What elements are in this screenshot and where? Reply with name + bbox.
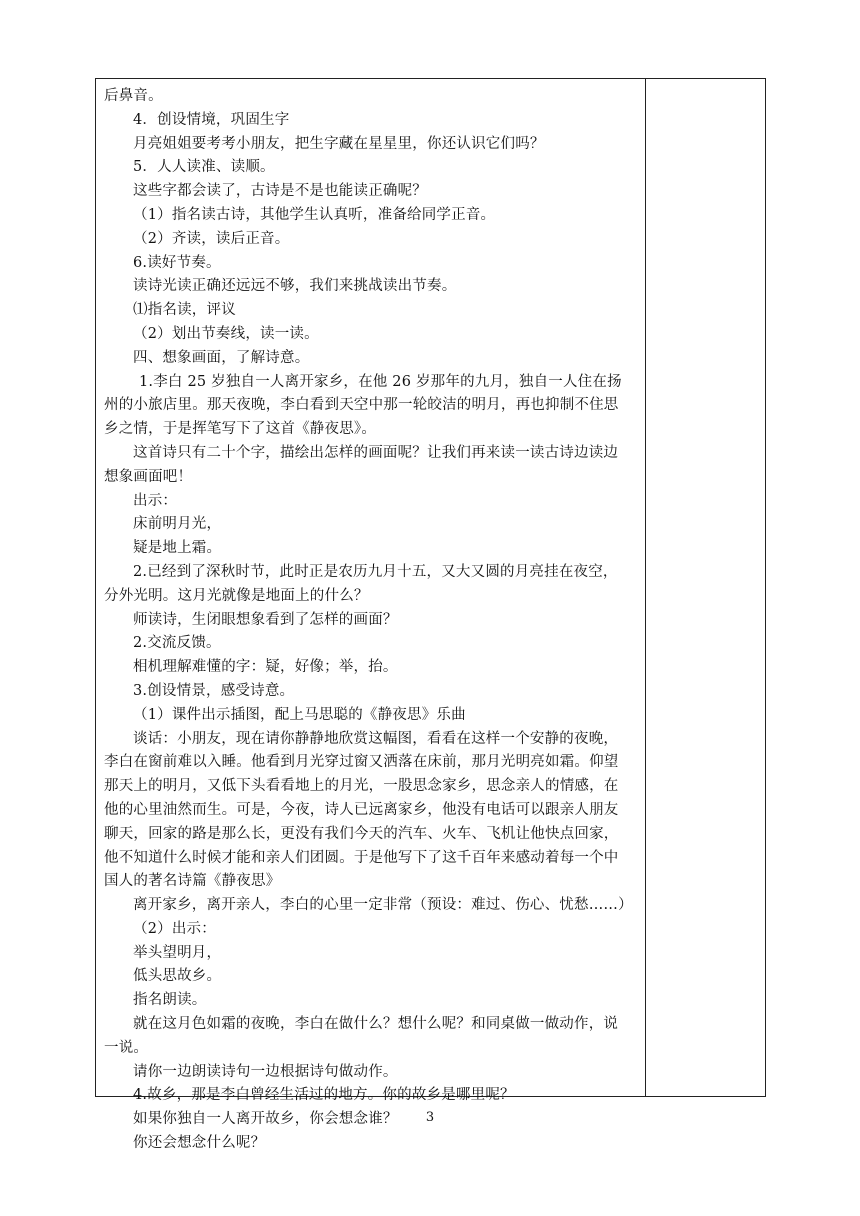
text-line: 分外光明。这月光就像是地面上的什么？ (104, 587, 369, 604)
text-line: 3.创设情景，感受诗意。 (133, 682, 295, 699)
text-line: 2.交流反馈。 (133, 635, 221, 652)
text-line: 这首诗只有二十个字，描绘出怎样的画面呢？让我们再来读一读古诗边读边 (133, 444, 619, 461)
text-line: 州的小旅店里。那天夜晚，李白看到天空中那一轮皎洁的明月，再也抑制不住思 (104, 397, 619, 414)
text-line: 读诗光读正确还远远不够，我们来挑战读出节奏。 (133, 278, 457, 295)
lesson-table (95, 78, 766, 1152)
text-line: 指名朗读。 (133, 992, 207, 1009)
text-line: 那天上的明月，又低下头看看地上的月光，一股思念家乡，思念亲人的情感，在 (104, 778, 619, 795)
text-line: 他不知道什么时候才能和亲人们团圆。于是他写下了这千百年来感动着每一个中 (104, 849, 619, 866)
text-line: 就在这月色如霜的夜晚，李白在做什么？想什么呢？和同桌做一做动作，说 (133, 1016, 619, 1033)
text-line: 聊天，回家的路是那么长，更没有我们今天的汽车、火车、飞机让他快点回家， (104, 825, 619, 842)
text-line: （2）出示： (133, 920, 216, 937)
text-line: 想象画面吧！ (104, 468, 193, 485)
text-line: 出示： (133, 492, 178, 509)
text-line: 6.读好节奏。 (133, 254, 221, 271)
text-line: 李白在窗前难以入睡。他看到月光穿过窗又洒落在床前，那月光明亮如霜。仰望 (104, 754, 619, 771)
text-line: 乡之情，于是挥笔写下了这首《静夜思》。 (104, 421, 377, 438)
text-line: 床前明月光， (133, 516, 222, 533)
text-line: （2）齐读，读后正音。 (133, 230, 290, 247)
text-line: 相机理解难懂的字：疑，好像；举，抬。 (133, 659, 398, 676)
lesson-content-cell (104, 85, 636, 1156)
text-line: （1）指名读古诗，其他学生认真听，准备给同学正音。 (133, 206, 496, 223)
text-line: 后鼻音。 (104, 88, 163, 104)
text-line: 5．人人读准、读顺。 (133, 159, 275, 176)
text-line: 你还会想念什么呢？ (133, 1135, 266, 1152)
text-line: 2.已经到了深秋时节，此时正是农历九月十五，又大又圆的月亮挂在夜空， (133, 563, 618, 580)
text-line: （1）课件出示插图，配上马思聪的《静夜思》乐曲 (133, 706, 466, 723)
text-line: 他的心里油然而生。可是，今夜，诗人已远离家乡，他没有电话可以跟亲人朋友 (104, 801, 619, 818)
text-line: 师读诗，生闭眼想象看到了怎样的画面？ (133, 611, 398, 628)
text-line: 月亮姐姐要考考小朋友，把生字藏在星星里，你还认识它们吗？ (133, 135, 545, 152)
text-line: 这些字都会读了，古诗是不是也能读正确呢？ (133, 183, 427, 200)
text-line: ⑴指名读，评议 (133, 302, 236, 319)
page-number: 3 (425, 1110, 435, 1125)
column-divider (645, 79, 646, 1096)
text-line: 1.李白 25 岁独自一人离开家乡，在他 26 岁那年的九月，独自一人住在扬 (139, 373, 622, 390)
text-line: 四、想象画面，了解诗意。 (133, 349, 310, 366)
text-line: 离开家乡，离开亲人，李白的心里一定非常（预设：难过、伤心、忧愁……） (133, 897, 633, 914)
text-line: 疑是地上霜。 (133, 540, 222, 557)
text-line: 4.故乡，那是李白曾经生活过的地方。你的故乡是哪里呢？ (133, 1087, 515, 1104)
text-line: 4．创设情境，巩固生字 (133, 111, 290, 128)
text-line: 国人的著名诗篇《静夜思》 (104, 873, 281, 890)
text-line: 谈话：小朋友，现在请你静静地欣赏这幅图，看看在这样一个安静的夜晚， (133, 730, 619, 747)
text-line: 低头思故乡。 (133, 968, 222, 985)
text-line: （2）划出节奏线，读一读。 (133, 325, 319, 342)
text-line: 一说。 (104, 1039, 149, 1056)
text-line: 举头望明月， (133, 944, 222, 961)
text-line: 请你一边朗读诗句一边根据诗句做动作。 (133, 1063, 398, 1080)
text-line: 如果你独自一人离开故乡，你会想念谁？ (133, 1111, 398, 1128)
